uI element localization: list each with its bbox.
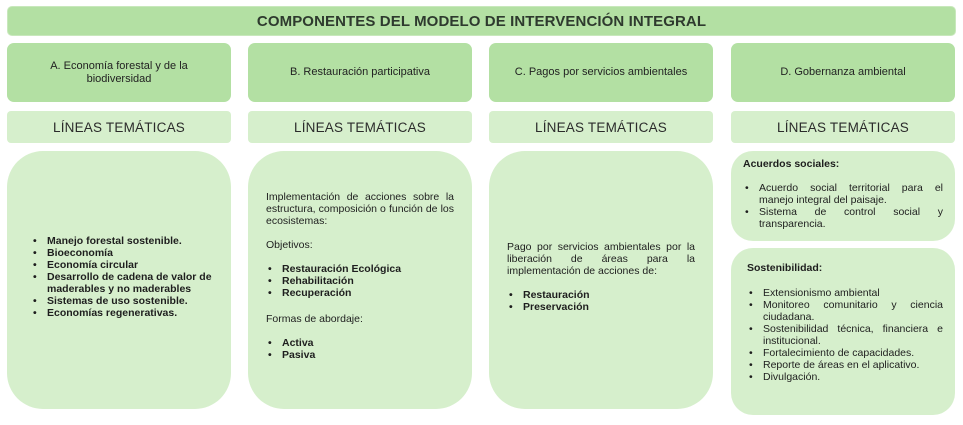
panel-d-acuerdos-label: Acuerdos sociales:	[743, 158, 840, 170]
panel-d-acuerdos	[731, 151, 955, 241]
component-b-header: B. Restauración participativa	[248, 43, 472, 102]
panel-d-sostenibilidad-list	[747, 287, 943, 383]
lineas-tematicas-c: LÍNEAS TEMÁTICAS	[489, 111, 713, 143]
panel-b-objetivos-list	[266, 263, 454, 299]
lineas-tematicas-d: LÍNEAS TEMÁTICAS	[731, 111, 955, 143]
list-item: • Economía circular	[31, 259, 215, 271]
list-item: • Extensionismo ambiental	[747, 287, 943, 299]
list-item: • Acuerdo social territorial para el manejo integral del paisaje.	[743, 182, 943, 206]
component-a-header: A. Economía forestal y de la biodiversidad	[7, 43, 231, 102]
list-item: • Activa	[266, 337, 454, 349]
panel-c	[489, 151, 713, 409]
list-item: • Pasiva	[266, 349, 454, 361]
panel-d-sostenibilidad	[731, 248, 955, 415]
component-c-header: C. Pagos por servicios ambientales	[489, 43, 713, 102]
panel-d-sostenibilidad-label: Sostenibilidad:	[747, 262, 823, 274]
list-item: • Economías regenerativas.	[31, 307, 215, 319]
list-item: • Preservación	[507, 301, 695, 313]
panel-b-intro: Implementación de acciones sobre la estructura, composición o función de los ecosistemas:	[266, 191, 454, 227]
list-item: • Manejo forestal sostenible.	[31, 235, 215, 247]
list-item: • Fortalecimiento de capacidades.	[747, 347, 943, 359]
list-item: • Sistemas de uso sostenible.	[31, 295, 215, 307]
panel-a	[7, 151, 231, 409]
panel-b	[248, 151, 472, 409]
list-item: • Restauración	[507, 289, 695, 301]
lineas-tematicas-b: LÍNEAS TEMÁTICAS	[248, 111, 472, 143]
panel-b-formas-label: Formas de abordaje:	[266, 313, 363, 325]
list-item: • Restauración Ecológica	[266, 263, 454, 275]
panel-b-formas-list	[266, 337, 454, 361]
list-item: • Sostenibilidad técnica, financiera e institucional.	[747, 323, 943, 347]
list-item: • Bioeconomía	[31, 247, 215, 259]
panel-d-acuerdos-list	[743, 182, 943, 230]
panel-a-list	[31, 235, 215, 319]
panel-c-intro: Pago por servicios ambientales por la liberación de áreas para la implementación de acciones de:	[507, 241, 695, 277]
panel-b-objetivos-label: Objetivos:	[266, 239, 313, 251]
component-d-header: D. Gobernanza ambiental	[731, 43, 955, 102]
list-item: • Monitoreo comunitario y ciencia ciudadana.	[747, 299, 943, 323]
list-item: • Recuperación	[266, 287, 454, 299]
list-item: • Rehabilitación	[266, 275, 454, 287]
lineas-tematicas-a: LÍNEAS TEMÁTICAS	[7, 111, 231, 143]
panel-c-list	[507, 289, 695, 313]
list-item: • Divulgación.	[747, 371, 943, 383]
list-item: • Sistema de control social y transparencia.	[743, 206, 943, 230]
list-item: • Desarrollo de cadena de valor de maderables y no maderables	[31, 271, 215, 295]
list-item: • Reporte de áreas en el aplicativo.	[747, 359, 943, 371]
diagram-title: COMPONENTES DEL MODELO DE INTERVENCIÓN INTEGRAL	[7, 6, 956, 36]
